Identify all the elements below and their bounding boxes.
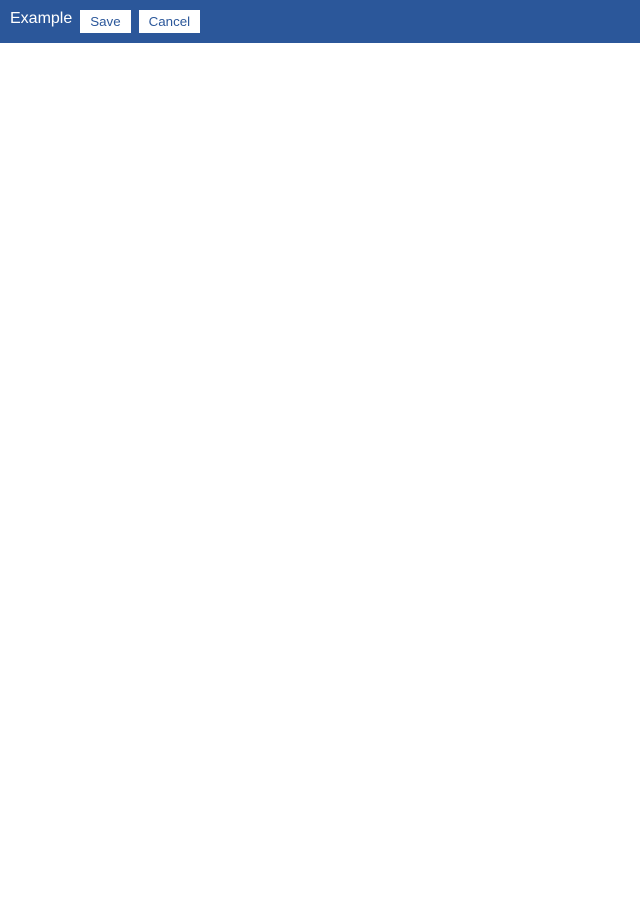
toolbar: [0, 0, 640, 43]
app-title: Example: [10, 10, 73, 27]
cancel-button[interactable]: Cancel: [139, 10, 201, 33]
save-button[interactable]: Save: [80, 10, 130, 33]
